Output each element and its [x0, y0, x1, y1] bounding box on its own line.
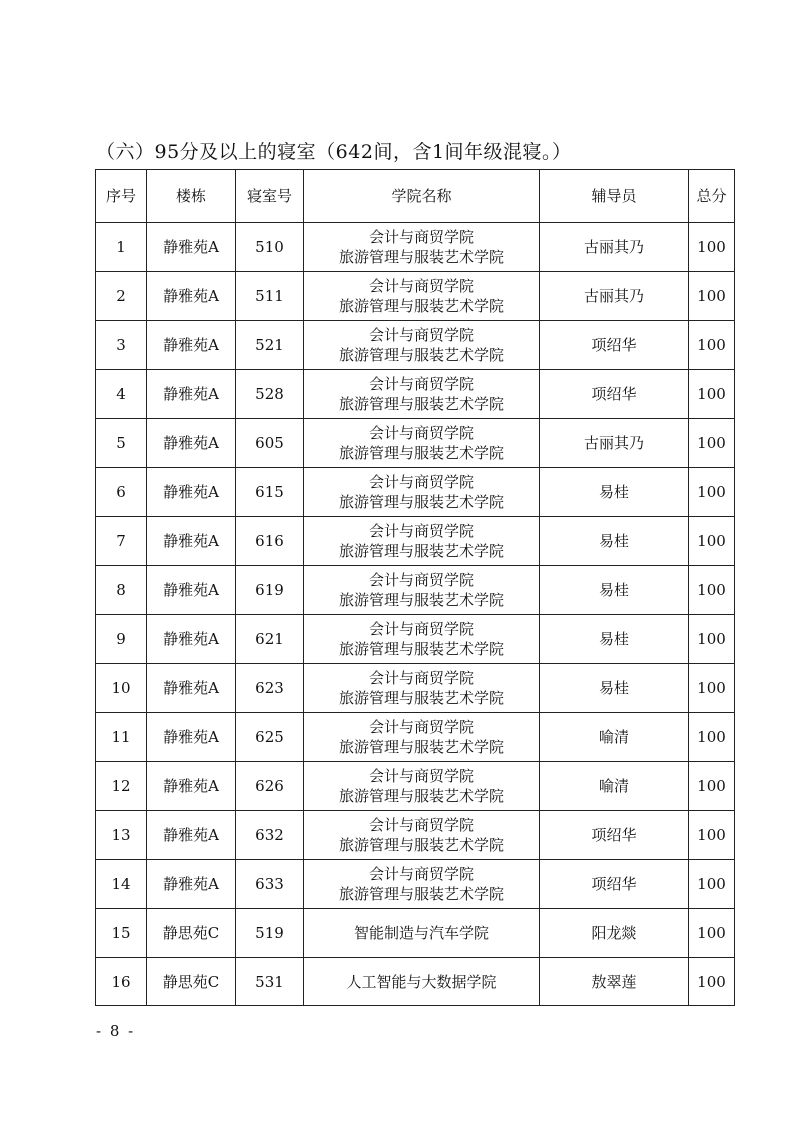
cell-counselor: 古丽其乃 [540, 419, 689, 468]
cell-building: 静雅苑A [147, 713, 236, 762]
cell-index: 8 [96, 566, 147, 615]
cell-index: 16 [96, 958, 147, 1006]
cell-index: 14 [96, 860, 147, 909]
cell-score: 100 [689, 272, 735, 321]
cell-score: 100 [689, 860, 735, 909]
college-name-line: 旅游管理与服装艺术学院 [338, 297, 504, 315]
cell-counselor: 项绍华 [540, 811, 689, 860]
cell-college [304, 370, 540, 419]
college-name-line: 旅游管理与服装艺术学院 [338, 248, 504, 266]
cell-college [304, 860, 540, 909]
cell-college [304, 419, 540, 468]
cell-score: 100 [689, 566, 735, 615]
cell-counselor: 项绍华 [540, 860, 689, 909]
page-number: - 8 - [96, 1022, 136, 1040]
cell-room: 511 [236, 272, 304, 321]
cell-college [304, 811, 540, 860]
cell-room: 625 [236, 713, 304, 762]
cell-counselor: 古丽其乃 [540, 272, 689, 321]
cell-building: 静雅苑A [147, 517, 236, 566]
cell-index: 5 [96, 419, 147, 468]
cell-building: 静思苑C [147, 958, 236, 1006]
cell-building: 静雅苑A [147, 468, 236, 517]
cell-room: 531 [236, 958, 304, 1006]
cell-score: 100 [689, 664, 735, 713]
college-name-line: 人工智能与大数据学院 [346, 972, 497, 991]
college-name-line: 会计与商贸学院 [368, 326, 474, 344]
table-body [96, 223, 735, 1006]
college-name-line: 会计与商贸学院 [368, 522, 474, 540]
cell-college [304, 958, 540, 1006]
header-index: 序号 [96, 170, 147, 223]
cell-counselor: 喻清 [540, 762, 689, 811]
college-name-line: 会计与商贸学院 [368, 718, 474, 736]
cell-index: 4 [96, 370, 147, 419]
table-row [96, 762, 735, 811]
cell-score: 100 [689, 909, 735, 958]
college-name-line: 旅游管理与服装艺术学院 [338, 444, 504, 462]
cell-index: 10 [96, 664, 147, 713]
college-name-line: 会计与商贸学院 [368, 228, 474, 246]
header-counselor: 辅导员 [540, 170, 689, 223]
cell-building: 静雅苑A [147, 223, 236, 272]
college-name-line: 会计与商贸学院 [368, 865, 474, 883]
table-row [96, 860, 735, 909]
cell-index: 3 [96, 321, 147, 370]
cell-score: 100 [689, 321, 735, 370]
cell-counselor: 易桂 [540, 468, 689, 517]
cell-college [304, 615, 540, 664]
college-name-line: 旅游管理与服装艺术学院 [338, 346, 504, 364]
table-row [96, 811, 735, 860]
cell-index: 9 [96, 615, 147, 664]
college-name-line: 旅游管理与服装艺术学院 [338, 640, 504, 658]
dormitory-score-table [95, 169, 735, 1006]
college-name-line: 旅游管理与服装艺术学院 [338, 836, 504, 854]
table-row [96, 517, 735, 566]
cell-counselor: 喻清 [540, 713, 689, 762]
college-name-line: 会计与商贸学院 [368, 620, 474, 638]
table-row [96, 370, 735, 419]
cell-score: 100 [689, 713, 735, 762]
cell-room: 621 [236, 615, 304, 664]
cell-room: 521 [236, 321, 304, 370]
cell-college [304, 566, 540, 615]
cell-score: 100 [689, 468, 735, 517]
cell-counselor: 易桂 [540, 517, 689, 566]
table-row [96, 321, 735, 370]
cell-score: 100 [689, 762, 735, 811]
header-room: 寝室号 [236, 170, 304, 223]
cell-room: 616 [236, 517, 304, 566]
cell-counselor: 易桂 [540, 566, 689, 615]
cell-room: 510 [236, 223, 304, 272]
college-name-line: 旅游管理与服装艺术学院 [338, 591, 504, 609]
cell-building: 静思苑C [147, 909, 236, 958]
cell-counselor: 易桂 [540, 664, 689, 713]
cell-room: 632 [236, 811, 304, 860]
college-name-line: 旅游管理与服装艺术学院 [338, 493, 504, 511]
table-row [96, 615, 735, 664]
college-name-line: 会计与商贸学院 [368, 767, 474, 785]
cell-index: 7 [96, 517, 147, 566]
college-name-line: 旅游管理与服装艺术学院 [338, 738, 504, 756]
cell-building: 静雅苑A [147, 860, 236, 909]
college-name-line: 会计与商贸学院 [368, 473, 474, 491]
cell-room: 528 [236, 370, 304, 419]
cell-room: 633 [236, 860, 304, 909]
cell-college [304, 664, 540, 713]
cell-building: 静雅苑A [147, 762, 236, 811]
cell-room: 619 [236, 566, 304, 615]
cell-building: 静雅苑A [147, 370, 236, 419]
cell-room: 623 [236, 664, 304, 713]
cell-index: 6 [96, 468, 147, 517]
college-name-line: 旅游管理与服装艺术学院 [338, 885, 504, 903]
table-row [96, 272, 735, 321]
cell-college [304, 468, 540, 517]
cell-college [304, 762, 540, 811]
header-building: 楼栋 [147, 170, 236, 223]
cell-room: 626 [236, 762, 304, 811]
cell-building: 静雅苑A [147, 419, 236, 468]
college-name-line: 会计与商贸学院 [368, 375, 474, 393]
cell-counselor: 古丽其乃 [540, 223, 689, 272]
college-name-line: 旅游管理与服装艺术学院 [338, 787, 504, 805]
cell-college [304, 272, 540, 321]
cell-index: 11 [96, 713, 147, 762]
cell-counselor: 易桂 [540, 615, 689, 664]
college-name-line: 旅游管理与服装艺术学院 [338, 689, 504, 707]
cell-building: 静雅苑A [147, 615, 236, 664]
cell-building: 静雅苑A [147, 272, 236, 321]
cell-college [304, 321, 540, 370]
cell-index: 12 [96, 762, 147, 811]
table-row [96, 223, 735, 272]
cell-college [304, 713, 540, 762]
cell-index: 15 [96, 909, 147, 958]
college-name-line: 会计与商贸学院 [368, 571, 474, 589]
cell-score: 100 [689, 517, 735, 566]
college-name-line: 会计与商贸学院 [368, 277, 474, 295]
cell-room: 615 [236, 468, 304, 517]
cell-building: 静雅苑A [147, 566, 236, 615]
header-score: 总分 [689, 170, 735, 223]
cell-building: 静雅苑A [147, 321, 236, 370]
cell-counselor: 阳龙燚 [540, 909, 689, 958]
college-name-line: 会计与商贸学院 [368, 424, 474, 442]
cell-index: 1 [96, 223, 147, 272]
cell-score: 100 [689, 370, 735, 419]
college-name-line: 智能制造与汽车学院 [353, 924, 489, 942]
cell-counselor: 敖翠莲 [540, 958, 689, 1006]
college-name-line: 会计与商贸学院 [368, 669, 474, 687]
table-row [96, 958, 735, 1006]
cell-college [304, 909, 540, 958]
cell-score: 100 [689, 615, 735, 664]
cell-room: 519 [236, 909, 304, 958]
cell-counselor: 项绍华 [540, 321, 689, 370]
cell-building: 静雅苑A [147, 811, 236, 860]
table-row [96, 713, 735, 762]
cell-college [304, 517, 540, 566]
header-college: 学院名称 [304, 170, 540, 223]
cell-room: 605 [236, 419, 304, 468]
cell-building: 静雅苑A [147, 664, 236, 713]
section-heading: （六）95分及以上的寝室（642间，含1间年级混寝。） [96, 141, 572, 163]
table-row [96, 664, 735, 713]
cell-index: 13 [96, 811, 147, 860]
cell-score: 100 [689, 958, 735, 1006]
table-row [96, 419, 735, 468]
table-row [96, 468, 735, 517]
college-name-line: 旅游管理与服装艺术学院 [338, 395, 504, 413]
table-row [96, 909, 735, 958]
cell-index: 2 [96, 272, 147, 321]
cell-score: 100 [689, 419, 735, 468]
college-name-line: 旅游管理与服装艺术学院 [338, 542, 504, 560]
college-name-line: 会计与商贸学院 [368, 816, 474, 834]
table-row [96, 566, 735, 615]
cell-score: 100 [689, 811, 735, 860]
cell-college [304, 223, 540, 272]
cell-score: 100 [689, 223, 735, 272]
cell-counselor: 项绍华 [540, 370, 689, 419]
table-header-row [96, 170, 735, 223]
